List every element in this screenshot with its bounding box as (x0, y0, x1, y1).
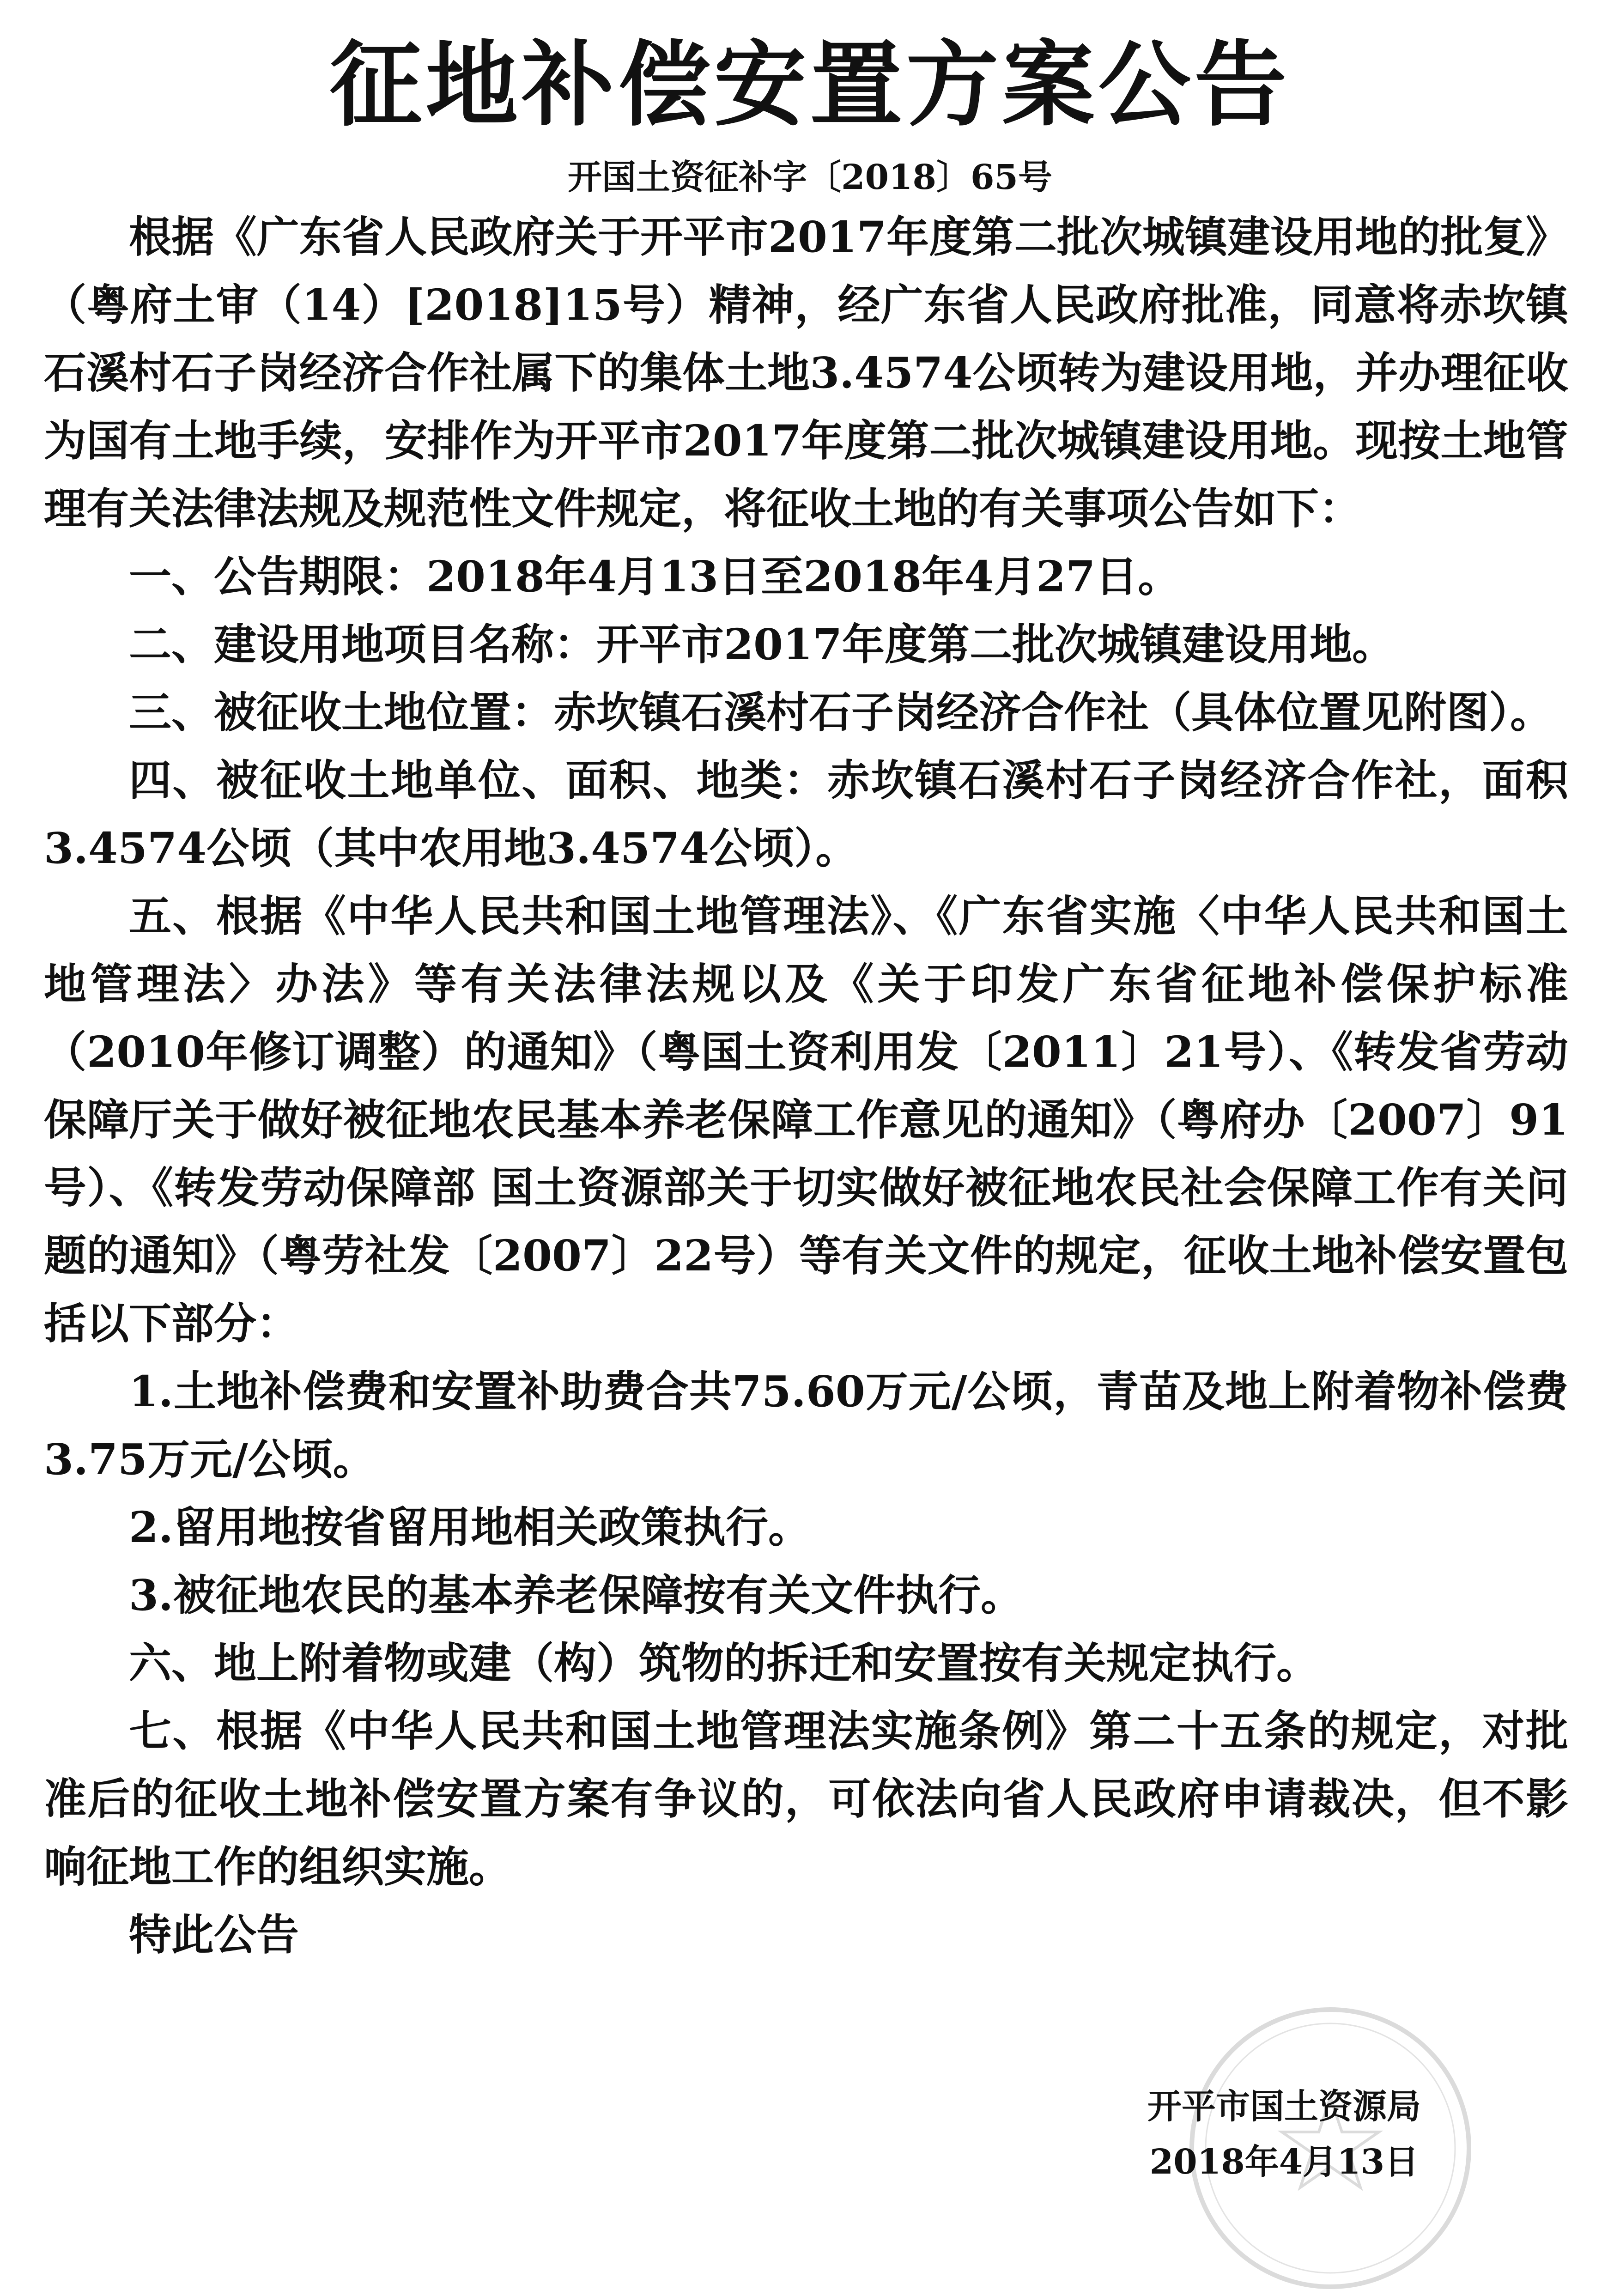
item-3-land-location: 三、被征收土地位置：赤坎镇石溪村石子岗经济合作社（具体位置见附图）。 (129, 687, 1553, 737)
signature-block (1058, 2079, 1511, 2190)
subitem-2-reserved-land: 2.留用地按省留用地相关政策执行。 (129, 1502, 811, 1552)
notice-body (44, 203, 1568, 1969)
item-2-project-name: 二、建设用地项目名称：开平市2017年度第二批次城镇建设用地。 (129, 620, 1395, 669)
issuer-name: 开平市国土资源局 (1147, 2087, 1421, 2126)
subitem-3-pension-security: 3.被征地农民的基本养老保障按有关文件执行。 (129, 1570, 1024, 1620)
item-7-dispute-resolution: 七、根据《中华人民共和国土地管理法实施条例》第二十五条的规定，对批准后的征收土地补偿安置方案有争议的，可依法向省人民政府申请裁决，但不影响征地工作的组织实施。 (44, 1706, 1568, 1892)
closing-phrase: 特此公告 (129, 1910, 299, 1960)
item-6-demolition: 六、地上附着物或建（构）筑物的拆迁和安置按有关规定执行。 (129, 1638, 1319, 1688)
item-5-legal-basis: 五、根据《中华人民共和国土地管理法》、《广东省实施〈中华人民共和国土地管理法〉办法》等有关法律法规以及《关于印发广东省征地补偿保护标准（2010年修订调整）的通知》（粤国土资利用发〔2011〕21号）、《转发省劳动保障厅关于做好被征地农民基本养老保障工作意见的通知》（粤府办〔2007〕91号）、《转发劳动保障部 国土资源部关于切实做好被征地农民社会保障工作有关问题的通知》（粤劳社发〔2007〕22号）等有关文件的规定，征收土地补偿安置包括以下部分： (44, 891, 1568, 1348)
item-4-land-unit-area: 四、被征收土地单位、面积、地类：赤坎镇石溪村石子岗经济合作社，面积3.4574公顷（其中农用地3.4574公顷）。 (44, 755, 1568, 873)
document-number: 开国土资征补字〔2018〕65号 (568, 158, 1052, 197)
issue-date: 2018年4月13日 (1149, 2142, 1419, 2182)
item-1-announcement-period: 一、公告期限：2018年4月13日至2018年4月27日。 (129, 552, 1181, 601)
notice-title: 征地补偿安置方案公告 (329, 31, 1291, 139)
subitem-1-compensation-fees: 1.土地补偿费和安置补助费合共75.60万元/公顷，青苗及地上附着物补偿费3.75万元/公顷。 (44, 1367, 1568, 1484)
intro-paragraph: 根据《广东省人民政府关于开平市2017年度第二批次城镇建设用地的批复》（粤府土审（14）[2018]15号）精神，经广东省人民政府批准，同意将赤坎镇石溪村石子岗经济合作社属下的集体土地3.4574公顷转为建设用地，并办理征收为国有土地手续，安排作为开平市2017年度第二批次城镇建设用地。现按土地管理有关法律法规及规范性文件规定，将征收土地的有关事项公告如下： (44, 212, 1568, 534)
